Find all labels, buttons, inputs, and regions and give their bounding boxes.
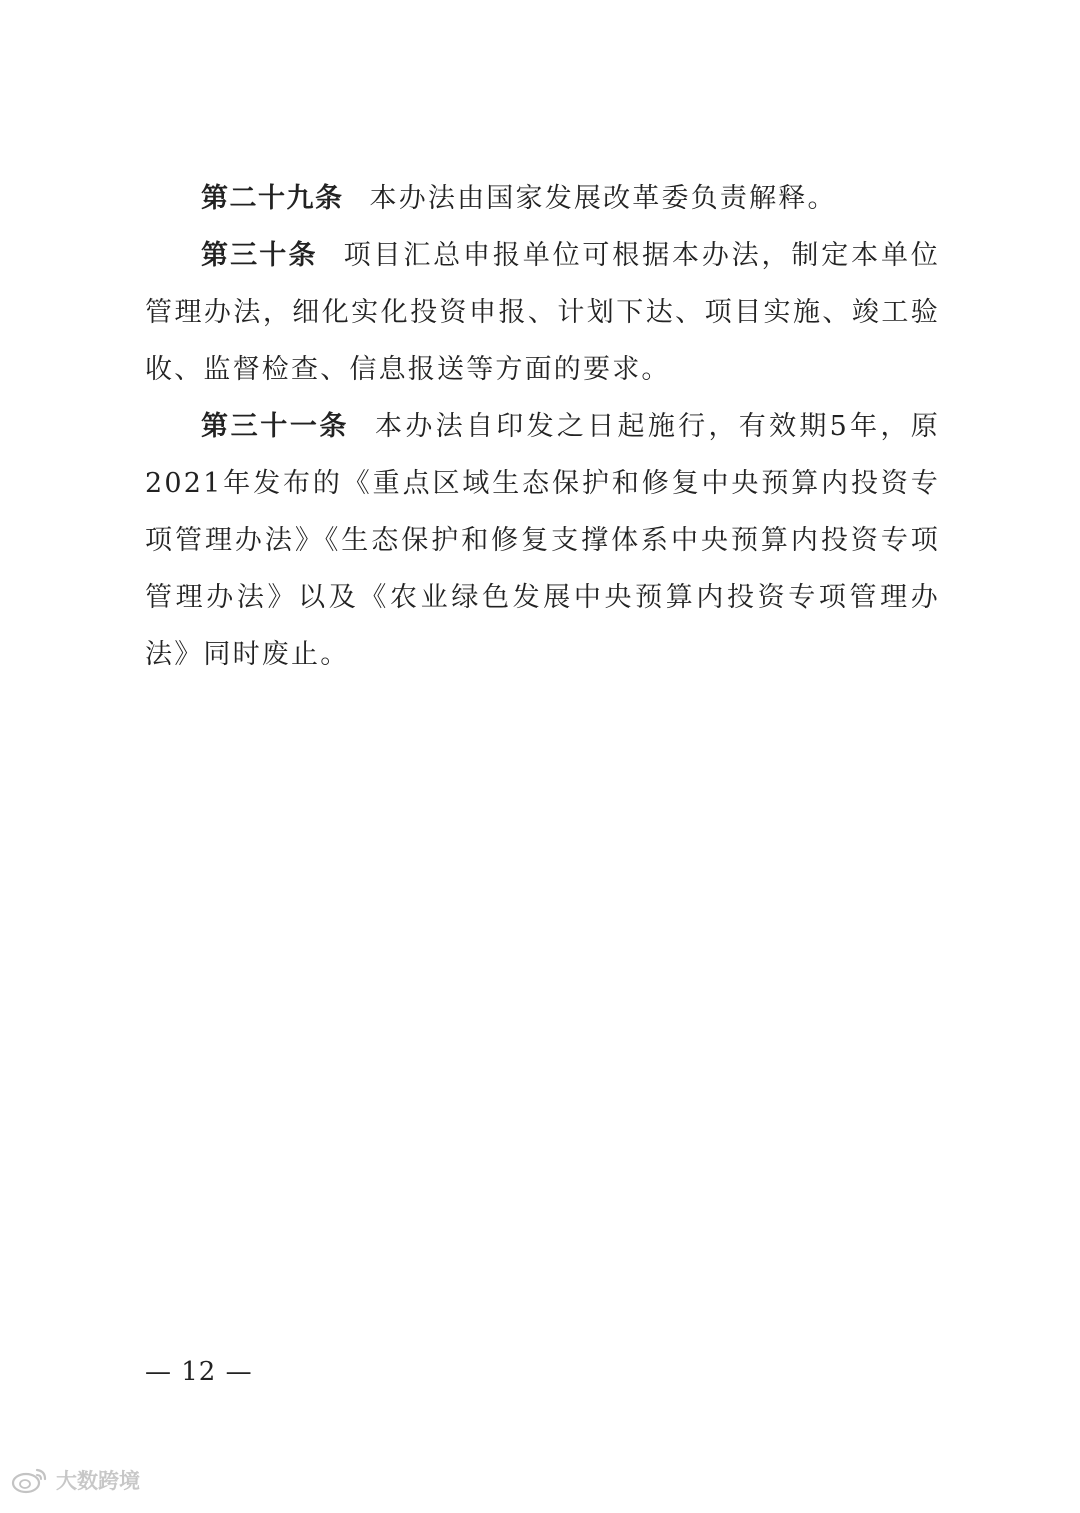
article-29-heading: 第二十九条	[201, 183, 344, 214]
article-31-text: 本办法自印发之日起施行，有效期5年，原2021年发布的《重点区域生态保护和修复中央预算内投资专项管理办法》《生态保护和修复支撑体系中央预算内投资专项管理办法》以及《农业绿色发展中央预算内投资专项管理办法》同时废止。	[145, 411, 940, 670]
article-29-text: 本办法由国家发展改革委负责解释。	[369, 183, 837, 214]
watermark-text: 大数跨境	[56, 1469, 140, 1493]
document-body	[145, 170, 940, 683]
article-31-heading: 第三十一条	[201, 411, 350, 442]
article-30-text: 项目汇总申报单位可根据本办法，制定本单位管理办法，细化实化投资申报、计划下达、项目实施、竣工验收、监督检查、信息报送等方面的要求。	[145, 240, 940, 385]
weibo-logo-icon	[10, 1466, 50, 1494]
article-30-heading: 第三十条	[201, 240, 318, 271]
article-29-paragraph	[145, 170, 940, 227]
article-31-paragraph	[145, 398, 940, 683]
page-number: — 12 —	[145, 1357, 253, 1387]
article-30-paragraph	[145, 227, 940, 398]
watermark	[10, 1465, 140, 1495]
